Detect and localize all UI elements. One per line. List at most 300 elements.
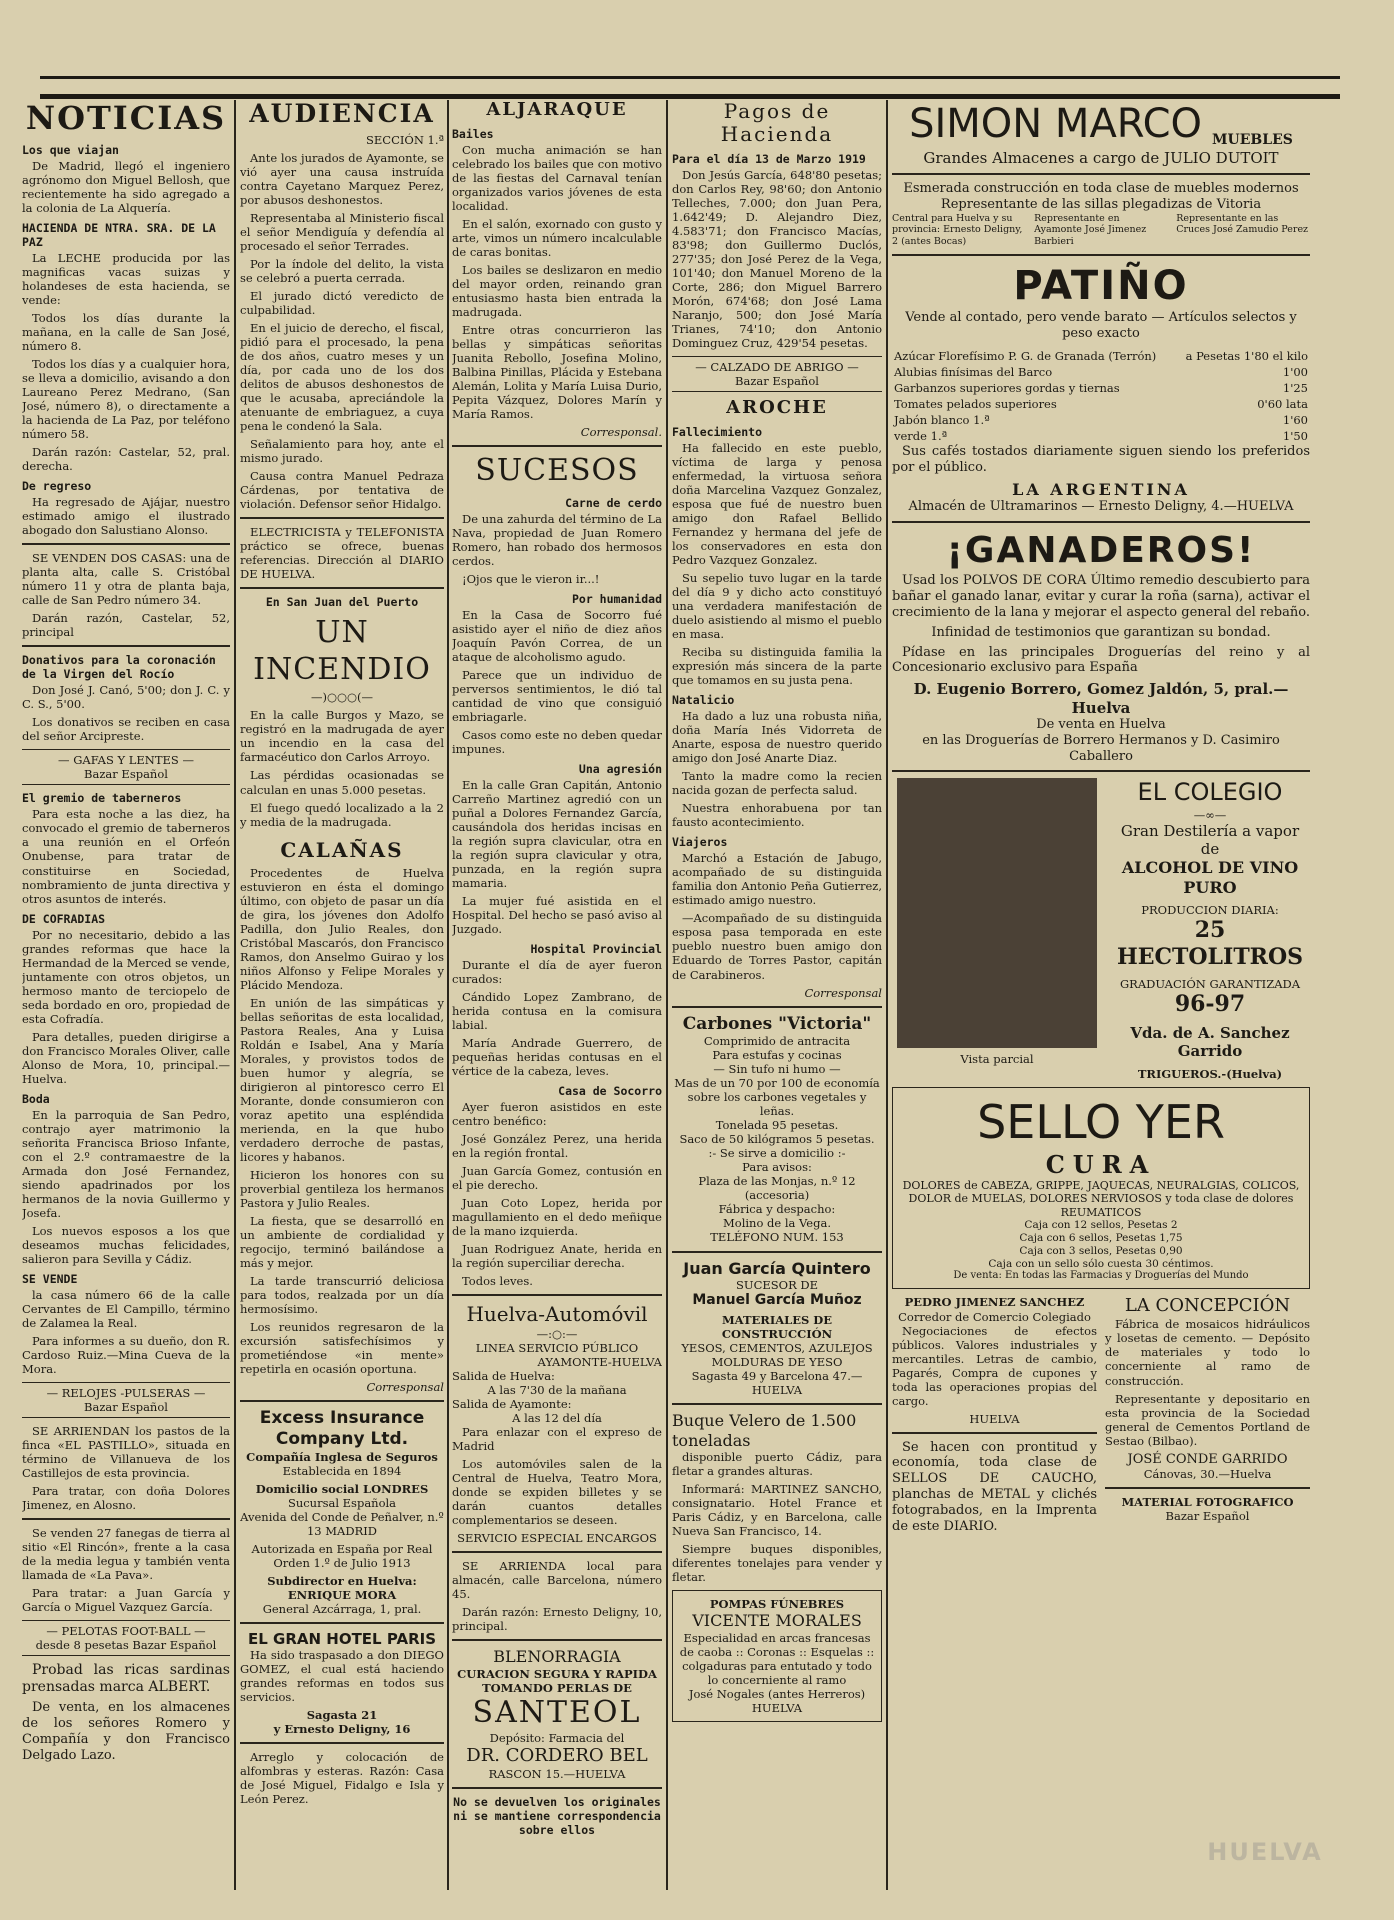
- ad-line: Informará: MARTINEZ SANCHO, consignatario. Hotel France et Paris Cádiz, y en Barcelona, calle Nueva San Francisco, 14.: [672, 1482, 882, 1539]
- column-audiencia: [240, 100, 444, 1810]
- paragraph: Procedentes de Huelva estuvieron en ésta el domingo último, con objeto de pasar un día de gira, los jóvenes don Adolfo Padilla, don Julio Reales, don Cristóbal Mascarós, don Francisco Ramos, don Anselmo Guirao y los niños Alfonso y Felipe Morales y Plácido Mendoza.: [240, 865, 444, 992]
- ad-excess: [240, 1408, 444, 1616]
- price-value: 1'60: [1282, 413, 1308, 428]
- ad-line: Usad los POLVOS DE CORA Último remedio descubierto para bañar el ganado lanar, evitar y curar la roña (sarna), activar el crecimiento de la lana y mejorar el aspecto general del rebaño.: [892, 573, 1310, 620]
- ad-line: Corredor de Comercio Colegiado: [898, 1309, 1091, 1324]
- paragraph: En la calle Burgos y Mazo, se registró en la madrugada de ayer un incendio en la casa del farmacéutico don Carlos Arroyo.: [240, 708, 444, 765]
- ad-line: disponible puerto Cádiz, para fletar a grandes alturas.: [672, 1450, 882, 1479]
- paragraph: Para informes a su dueño, don R. Cardoso Ruiz.—Mina Cueva de la Mora.: [22, 1333, 230, 1377]
- heading: HACIENDA DE NTRA. SRA. DE LA PAZ: [22, 220, 216, 249]
- ad-line: — RELOJES -PULSERAS —: [46, 1386, 206, 1401]
- paragraph: Entre otras concurrieron las bellas y simpáticas señoritas Juanita Rebollo, Josefina Molino, Balbina Pinillas, Plácida y Estebana Alemán, Lolita y María Luisa Durio, Pepita Vázquez, Dolores Marín y María Ramos.: [452, 322, 662, 421]
- ad-arrienda-contact: Darán razón: Ernesto Deligny, 10, principal.: [452, 1605, 662, 1634]
- divider: [240, 587, 444, 589]
- ad-title: SIMON MARCO: [909, 101, 1203, 147]
- ad-title: Buque Velero de 1.500 toneladas: [672, 1411, 857, 1450]
- top-rule: [40, 76, 1340, 79]
- divider: [892, 521, 1310, 523]
- ad-line: A las 7'30 de la mañana: [487, 1382, 627, 1397]
- ad-title: LA ARGENTINA: [1012, 479, 1190, 499]
- ad-line: Central para Huelva y su provincia: Ernesto Deligny, 2 (antes Bocas): [892, 212, 1023, 247]
- price-table: [892, 348, 1310, 444]
- price-row: [892, 364, 1310, 380]
- divider: [672, 1006, 882, 1008]
- ad-pedro: [892, 1295, 1097, 1538]
- ad-line: 96-97: [1174, 991, 1246, 1018]
- column-separator: [886, 100, 888, 1890]
- heading: De regreso: [22, 479, 92, 494]
- ad-line: Bazar Español: [1165, 1509, 1250, 1524]
- heading: Para el día 13 de Marzo 1919: [672, 152, 866, 166]
- paragraph: Juan García Gomez, contusión en el pie derecho.: [452, 1164, 662, 1193]
- ad-line: Almacén de Ultramarinos — Ernesto Deligny, 4.—HUELVA: [908, 499, 1294, 515]
- ad-line: YESOS, CEMENTOS, AZULEJOS: [681, 1341, 873, 1356]
- ad-line: Compañía Inglesa de Seguros: [246, 1449, 438, 1464]
- ad-simon-header: [892, 100, 1310, 149]
- ganaderos-title: ¡GANADEROS!: [946, 530, 1256, 572]
- divider: [892, 1432, 1097, 1434]
- paragraph: SE ARRIENDAN los pastos de la finca «EL PASTILLO», situada en término de Villanueva de los Castillejos de esta provincia.: [22, 1424, 230, 1481]
- photo-caption: Vista parcial: [960, 1052, 1034, 1067]
- heading: SE VENDE: [22, 1271, 78, 1286]
- incendio-title: UN INCENDIO: [253, 615, 431, 687]
- ad-title: Huelva-Automóvil: [466, 1302, 648, 1327]
- paragraph: Casos como este no deben quedar impunes.: [452, 727, 662, 756]
- ad-relojes: [22, 1382, 230, 1418]
- price-row: [892, 348, 1310, 364]
- calanas-title: CALAÑAS: [280, 837, 404, 862]
- ad-line: Representante en Ayamonte José Jimenez Barbieri: [1034, 212, 1147, 247]
- ad-title: Carbones "Victoria": [682, 1013, 872, 1034]
- paragraph: Causa contra Manuel Pedraza Cárdenas, por tentativa de violación. Defensor señor Hidalgo.: [240, 469, 444, 512]
- column-aljaraque: [452, 100, 662, 1841]
- paragraph: ¡Ojos que le vieron ir...!: [462, 571, 600, 586]
- divider: [22, 645, 230, 647]
- ad-line: HUELVA: [751, 1700, 803, 1715]
- ad-colegio: [892, 778, 1310, 1080]
- paragraph: Señalamiento para hoy, ante el mismo jurado.: [240, 437, 444, 466]
- ad-line: MATERIALES DE CONSTRUCCIÓN: [721, 1313, 833, 1342]
- ad-arreglo: Arreglo y colocación de alfombras y esteras. Razón: Casa de José Miguel, Fidalgo e Isla y León Perez.: [240, 1750, 444, 1807]
- ad-line: Ha sido traspasado a don DIEGO GOMEZ, el cual está haciendo grandes reformas en todos sus servicios.: [240, 1648, 444, 1705]
- heading: DE COFRADIAS: [22, 911, 106, 926]
- paragraph: En unión de las simpáticas y bellas señoritas de esta localidad, Pastora Reales, Ana y Luisa Roldán e Isabel, Ana y María Morales, y provistos todos de buen humor y alegría, se dirigieron al pintoresco cerro El Morante, donde consumieron con voraz apetito una espléndida merienda, en la que hubo verdadero derroche de pastas, licores y habanos.: [240, 995, 444, 1164]
- paragraph: En el salón, exornado con gusto y arte, vimos un número incalculable de caras bonitas.: [452, 216, 662, 259]
- ad-line: Subdirector en Huelva:: [267, 1573, 417, 1588]
- ad-line: GRADUACIÓN GARANTIZADA: [1119, 977, 1301, 992]
- paragraph: Los nuevos esposos a los que deseamos muchas felicidades, salieron para Sevilla y Cádiz.: [22, 1223, 230, 1266]
- ad-line: CURACION SEGURA Y RAPIDA: [457, 1666, 657, 1681]
- paragraph: Reciba su distinguida familia la expresión más sincera de la parte que tomamos en su justa pena.: [672, 645, 882, 688]
- ad-title: VICENTE MORALES: [692, 1611, 862, 1631]
- ad-line: TELÉFONO NUM. 153: [710, 1230, 844, 1245]
- ad-line: Saco de 50 kilógramos 5 pesetas.: [679, 1132, 875, 1147]
- ad-line: Pídase en las principales Droguerías del reino y al Concesionario exclusivo para España: [892, 644, 1310, 676]
- ad-pompas: [672, 1590, 882, 1722]
- paragraph: Para tratar: a Juan García y García o Miguel Vazquez García.: [22, 1586, 230, 1615]
- column-separator: [666, 100, 668, 1890]
- ad-line: DR. CORDERO BEL: [466, 1745, 648, 1767]
- paragraph: Los donativos se reciben en casa del señor Arcipreste.: [22, 715, 230, 744]
- ad-line: Representante de las sillas plegadizas de Vitoria: [940, 196, 1262, 212]
- ad-line: TOMANDO PERLAS DE: [482, 1680, 632, 1695]
- ad-line: TRIGUEROS.-(Huelva): [1137, 1066, 1283, 1081]
- ad-line: De venta: En todas las Farmacias y Droguerías del Mundo: [953, 1270, 1249, 1282]
- paragraph: En la Casa de Socorro fué asistido ayer el niño de diez años Joaquín Pavón Correa, de un ataque de alcoholismo agudo.: [452, 607, 662, 664]
- byline: Corresponsal: [366, 1380, 444, 1395]
- ad-line: Domicilio social LONDRES: [255, 1481, 429, 1496]
- ad-line: Para avisos:: [742, 1160, 812, 1175]
- price-row: [892, 428, 1310, 444]
- ad-title: SELLO YER: [977, 1094, 1225, 1149]
- divider: [240, 1622, 444, 1624]
- ad-line: Sus cafés tostados diariamente siguen siendo los preferidos por el público.: [892, 444, 1310, 476]
- ad-line: Autorizada en España por Real Orden 1.º de Julio 1913: [251, 1541, 433, 1570]
- ad-line: Sagasta 49 y Barcelona 47.—HUELVA: [691, 1369, 863, 1398]
- noticias-title: NOTICIAS: [25, 100, 227, 137]
- ad-electricista: ELECTRICISTA y TELEFONISTA práctico se ofrece, buenas referencias. Dirección al DIARIO DE HUELVA.: [240, 525, 444, 582]
- heading: El gremio de taberneros: [22, 791, 182, 806]
- paragraph: Darán razón: Castelar, 52, pral. derecha.: [22, 445, 230, 474]
- sucesos-title: SUCESOS: [475, 453, 639, 489]
- ad-line: :- Se sirve a domicilio :-: [708, 1146, 846, 1161]
- ad-line: Caja con 12 sellos, Pesetas 2: [1024, 1219, 1178, 1232]
- divider: [892, 254, 1310, 256]
- ad-line: Esmerada construcción en toda clase de muebles modernos: [903, 181, 1299, 197]
- divider: [672, 1251, 882, 1253]
- paragraph: Para detalles, pueden dirigirse a don Francisco Morales Oliver, calle Alonso de Mora, 10, principal.—Huelva.: [22, 1029, 230, 1086]
- ad-arrienda: SE ARRIENDA local para almacén, calle Barcelona, número 45.: [452, 1559, 662, 1602]
- ad-line: José Nogales (antes Herreros): [688, 1686, 866, 1701]
- ad-line: Bazar Español: [735, 374, 819, 389]
- ad-line: Representante en las Cruces José Zamudio Perez: [1176, 212, 1309, 236]
- ad-buque: [672, 1411, 882, 1584]
- ad-line: HUELVA: [969, 1411, 1020, 1426]
- heading: En San Juan del Puerto: [265, 595, 419, 610]
- heading: Viajeros: [672, 835, 728, 850]
- paragraph: El jurado dictó veredicto de culpabilidad.: [240, 288, 444, 317]
- ad-sello-yer: [892, 1087, 1310, 1290]
- price-item: Tomates pelados superiores: [894, 397, 1057, 412]
- price-item: Jabón blanco 1.ª: [894, 413, 990, 428]
- ad-carbones: [672, 1014, 882, 1245]
- paragraph: Ayer fueron asistidos en este centro benéfico:: [452, 1100, 662, 1129]
- ad-line: RASCON 15.—HUELVA: [488, 1767, 626, 1782]
- ornament: —)○○○(—: [310, 690, 374, 705]
- paragraph: Tanto la madre como la recien nacida gozan de perfecta salud.: [672, 769, 882, 798]
- paragraph: Todos leves.: [462, 1274, 533, 1289]
- ad-line: —:○:—: [536, 1326, 578, 1341]
- ad-line: Caja con 3 sellos, Pesetas 0,90: [1019, 1244, 1183, 1257]
- price-value: 1'00: [1282, 365, 1308, 380]
- price-value: 0'60 lata: [1257, 397, 1308, 412]
- heading: Bailes: [452, 126, 494, 141]
- top-rule-thick: [40, 94, 1340, 99]
- price-item: verde 1.ª: [894, 429, 948, 444]
- ad-line: SUCESOR DE: [736, 1278, 818, 1293]
- ad-line: Establecida en 1894: [282, 1463, 402, 1478]
- ad-line: Avenida del Conde de Peñalver, n.º 13 MADRID: [240, 1509, 444, 1538]
- paragraph: La fiesta, que se desarrolló en un ambiente de cordialidad y regocijo, terminó bailándose a más y mejor.: [240, 1213, 444, 1270]
- paragraph: Se venden 27 fanegas de tierra al sitio «El Rincón», frente a la casa de la media legua y también venta llamada de «La Pava».: [22, 1526, 230, 1583]
- paragraph: Los reunidos regresaron de la excursión satisfechísimos y prometiéndose «in mente» repetirla en ocasión oportuna.: [240, 1320, 444, 1377]
- ad-title: SANTEOL: [472, 1694, 642, 1730]
- paragraph: De venta, en los almacenes de los señores Romero y Compañía y don Francisco Delgado Lazo.: [22, 1700, 230, 1764]
- heading: Carne de cerdo: [565, 495, 662, 510]
- ad-line: y Ernesto Deligny, 16: [273, 1722, 411, 1737]
- paragraph: El fuego quedó localizado a la 2 y media de la madrugada.: [240, 800, 444, 829]
- divider: [452, 1551, 662, 1553]
- divider: [452, 1639, 662, 1641]
- heading: Casa de Socorro: [558, 1084, 662, 1099]
- paragraph: Juan Coto Lopez, herida por magullamiento en el dedo meñique de la mano izquierda.: [452, 1196, 662, 1239]
- paragraph: Representaba al Ministerio fiscal el señor Mendiguía y defendía al procesado el señor Terrades.: [240, 210, 444, 253]
- ad-line: desde 8 pesetas Bazar Español: [35, 1638, 217, 1653]
- ad-concepcion: [1105, 1295, 1310, 1538]
- ad-line: Sucursal Española: [287, 1495, 397, 1510]
- ad-casas-contact: Darán razón, Castelar, 52, principal: [22, 611, 230, 640]
- column-separator: [447, 100, 449, 1890]
- paragraph: Don Jesús García, 648'80 pesetas; don Carlos Rey, 98'60; don Antonio Telleches, 7.000; don Juan Pera, 1.642'49; D. Alejandro Diez, 4.583'71; don Francisco Macías, 83'98; don Guillermo Duclós, 277'35; don José Perez de la Vega, 101'40; don Manuel Moreno de la Corte, 286; don Miguel Barrero Morón, 674'68; don José Lama Naranjo, 500; don José María Trianes, 74'10; don Antonio Dominguez Cruz, 429'54 pesetas.: [672, 168, 882, 351]
- ad-line: — CALZADO DE ABRIGO —: [695, 360, 859, 375]
- ad-line: MATERIAL FOTOGRAFICO: [1121, 1495, 1294, 1510]
- paragraph: Para tratar, con doña Dolores Jimenez, en Alosno.: [22, 1484, 230, 1513]
- ad-line: LINEA SERVICIO PÚBLICO: [475, 1340, 639, 1355]
- ad-line: Vda. de A. Sanchez Garrido: [1130, 1023, 1290, 1061]
- paragraph: Ante los jurados de Ayamonte, se vió ayer una causa instruída contra Cayetano Marquez Perez, por abusos deshonestos.: [240, 150, 444, 207]
- ad-line: —∞—: [1193, 807, 1227, 822]
- ad-line: — Sin tufo ni humo —: [713, 1062, 841, 1077]
- paragraph: Ha regresado de Ajájar, nuestro estimado amigo el ilustrado abogado don Salustiano Alonso.: [22, 495, 230, 538]
- paragraph: En la calle Gran Capitán, Antonio Carreño Martinez agredió con un puñal a Dolores Fernandez García, causándola dos heridas incisas en la región supra clavicular, otra en la región supra clavicular y otra, punzada, en la región supra mamaria.: [452, 777, 662, 890]
- ad-line: MOLDURAS DE YESO: [711, 1355, 843, 1370]
- paragraph: José González Perez, una herida en la región frontal.: [452, 1132, 662, 1161]
- paragraph: De una zahurda del término de La Nava, propiedad de Juan Romero Romero, han robado dos hermosos cerdos.: [452, 511, 662, 568]
- column-ads: [892, 100, 1310, 1539]
- aljaraque-title: ALJARAQUE: [486, 100, 628, 120]
- price-value: 1'50: [1282, 429, 1308, 444]
- paragraph: Con mucha animación se han celebrado los bailes que con motivo de las fiestas del Carnaval tenían organizados varios jóvenes de esta localidad.: [452, 142, 662, 213]
- ad-line: D. Eugenio Borrero, Gomez Jaldón, 5, pral.—Huelva: [913, 680, 1289, 717]
- ad-line: POMPAS FÚNEBRES: [709, 1597, 845, 1612]
- ad-line: — GAFAS Y LENTES —: [58, 753, 194, 768]
- paragraph: Probad las ricas sardinas prensadas marca ALBERT.: [22, 1662, 230, 1696]
- paragraph: La LECHE producida por las magnificas vacas suizas y holandeses de esta hacienda, se vende:: [22, 250, 230, 307]
- ad-blenorragia: [452, 1647, 662, 1781]
- divider: [892, 770, 1310, 772]
- patino-title: PATIÑO: [1013, 262, 1189, 309]
- aroche-title: AROCHE: [726, 397, 828, 419]
- divider: [22, 543, 230, 545]
- heading: Los que viajan: [22, 142, 119, 157]
- heading: Natalicio: [672, 693, 735, 708]
- paragraph: Ha dado a luz una robusta niña, doña María Inés Vidorreta de Anarte, esposa de nuestro querido amigo don José Anarte Diaz.: [672, 709, 882, 766]
- ad-line: MUEBLES: [1212, 131, 1293, 148]
- heading: Donativos para la coronación de la Virgen del Rocío: [22, 653, 216, 682]
- ad-line: Bazar Español: [84, 1400, 168, 1415]
- ad-line: SERVICIO ESPECIAL ENCARGOS: [457, 1531, 657, 1546]
- ad-gafas: [22, 749, 230, 785]
- ad-line: ENRIQUE MORA: [287, 1587, 397, 1602]
- price-item: Alubias finísimas del Barco: [894, 365, 1053, 380]
- ad-line: Fábrica y despacho:: [718, 1202, 836, 1217]
- paragraph: Su sepelio tuvo lugar en la tarde del día 9 y dicho acto constituyó una verdadera manifestación de duelo asistiendo al mismo el pueblo en masa.: [672, 571, 882, 642]
- divider: [452, 445, 662, 447]
- ad-bottom-row: [892, 1295, 1310, 1538]
- divider: [22, 1518, 230, 1520]
- ad-line: DOLORES de CABEZA, GRIPPE, JAQUECAS, NEURALGIAS, COLICOS, DOLOR de MUELAS, DOLORES NERVIOSOS y toda clase de dolores REUMATICOS: [902, 1178, 1300, 1219]
- price-row: [892, 396, 1310, 412]
- paragraph: —Acompañado de su distinguida esposa pasa temporada en este pueblo nuestro buen amigo don Eduardo de Torres Pastor, capitán de Carabineros.: [672, 911, 882, 982]
- ad-calzado: [672, 356, 882, 392]
- divider: [672, 1403, 882, 1405]
- ad-line: AYAMONTE-HUELVA: [537, 1354, 662, 1369]
- divider: [240, 1400, 444, 1402]
- paragraph: Nuestra enhorabuena por tan fausto acontecimiento.: [672, 801, 882, 830]
- pagos-title: Pagos de Hacienda: [720, 100, 834, 146]
- paragraph: Durante el día de ayer fueron curados:: [452, 958, 662, 987]
- paragraph: Todos los días y a cualquier hora, se lleva a domicilio, avisando a don Laureano Perez Medrano, (San José, número 8), o directamente a la hacienda de La Paz, por teléfono número 58.: [22, 357, 230, 442]
- ad-hotel: [240, 1630, 444, 1736]
- divider: [1105, 1487, 1310, 1489]
- ad-line: Sagasta 21: [306, 1708, 378, 1723]
- ad-line: Depósito: Farmacia del: [489, 1731, 625, 1746]
- ad-line: Representante y depositario en esta provincia de la Sociedad general de Cementos Portland de Sestao (Bilbao).: [1105, 1391, 1310, 1448]
- ad-casas: SE VENDEN DOS CASAS: una de planta alta, calle S. Cristóbal número 11 y otra de planta baja, calle de San Pedro número 34.: [22, 551, 230, 608]
- ad-automovil: [452, 1302, 662, 1545]
- price-item: Azúcar Florefísimo P. G. de Granada (Terrón): [894, 349, 1157, 364]
- ad-quintero: [672, 1259, 882, 1398]
- ad-line: Molino de la Vega.: [723, 1216, 831, 1231]
- paragraph: la casa número 66 de la calle Cervantes de El Campillo, término de Zalamea la Real.: [22, 1287, 230, 1330]
- price-value: 1'25: [1282, 381, 1308, 396]
- heading: Boda: [22, 1091, 50, 1106]
- ad-line: Cánovas, 30.—Huelva: [1143, 1467, 1272, 1482]
- audiencia-title: AUDIENCIA: [249, 100, 435, 128]
- price-value: a Pesetas 1'80 el kilo: [1185, 349, 1308, 364]
- ad-line: Mas de un 70 por 100 de economía sobre los carbones vegetales y leñas.: [674, 1076, 880, 1119]
- paragraph: María Andrade Guerrero, de pequeñas heridas contusas en el vértice de la cabeza, leves.: [452, 1036, 662, 1079]
- heading: Hospital Provincial: [530, 942, 662, 957]
- section-label: SECCIÓN 1.ª: [366, 132, 444, 147]
- ad-line: Grandes Almacenes a cargo de JULIO DUTOIT: [923, 148, 1279, 167]
- ad-line: Fábrica de mosaicos hidráulicos y losetas de cemento. — Depósito de materiales y todo lo concerniente al ramo de construcción.: [1105, 1317, 1310, 1388]
- ad-line: Gran Destilería a vapor de: [1120, 821, 1300, 859]
- paragraph: Hicieron los honores con su proverbial gentileza los hermanos Pastora y Julio Reales.: [240, 1167, 444, 1210]
- heading: Una agresión: [578, 761, 662, 776]
- byline: Corresponsal: [804, 985, 882, 1000]
- ad-line: PRODUCCION DIARIA:: [1141, 903, 1279, 918]
- ad-line: Manuel García Muñoz: [692, 1292, 862, 1309]
- paragraph: La mujer fué asistida en el Hospital. Del hecho se pasó aviso al Juzgado.: [452, 894, 662, 937]
- ad-line: General Azcárraga, 1, pral.: [262, 1601, 422, 1616]
- ad-line: BLENORRAGIA: [493, 1647, 621, 1667]
- ad-title: EL GRAN HOTEL PARIS: [248, 1629, 436, 1648]
- ad-colegio-text: [1110, 778, 1310, 1080]
- ad-line: ALCOHOL DE VINO PURO: [1121, 858, 1299, 897]
- paragraph: Por la índole del delito, la vista se celebró a puerta cerrada.: [240, 256, 444, 285]
- column-pagos: [672, 100, 882, 1722]
- heading: Fallecimiento: [672, 424, 763, 439]
- ad-line: Salida de Ayamonte:: [452, 1396, 572, 1411]
- price-item: Garbanzos superiores gordas y tiernas: [894, 381, 1120, 396]
- ad-line: Bazar Español: [84, 767, 168, 782]
- archive-watermark: HUELVA: [1207, 1838, 1323, 1866]
- ad-line: Infinidad de testimonios que garantizan su bondad.: [931, 624, 1271, 640]
- ad-line: Para estufas y cocinas: [712, 1048, 842, 1063]
- ad-line: Caja con 6 sellos, Pesetas 1,75: [1019, 1231, 1183, 1244]
- ad-line: Especialidad en arcas francesas de caoba :: Coronas :: Esquelas :: colgaduras para entutado y todo lo concerniente al ramo: [679, 1630, 875, 1687]
- ad-title: EL COLEGIO: [1137, 778, 1283, 807]
- ad-line: Comprimido de antracita: [703, 1034, 851, 1049]
- ad-line: en las Droguerías de Borrero Hermanos y D. Casimiro Caballero: [922, 732, 1280, 764]
- ad-line: De venta en Huelva: [1036, 716, 1166, 732]
- paragraph: Parece que un individuo de perversos sentimientos, le dió tal cantidad de vino que consiguió embriagarle.: [452, 667, 662, 724]
- price-row: [892, 412, 1310, 428]
- divider: [240, 517, 444, 519]
- ad-line: Vende al contado, pero vende barato — Artículos selectos y peso exacto: [905, 310, 1297, 342]
- divider: [240, 1742, 444, 1744]
- paragraph: Marchó a Estación de Jabugo, acompañado de su distinguida familia don Antonio Peña Gutierrez, estimado amigo nuestro.: [672, 851, 882, 908]
- paragraph: Cándido Lopez Zambrano, de herida contusa en la comisura labial.: [452, 990, 662, 1033]
- paragraph: Ha fallecido en este pueblo, víctima de larga y penosa enfermedad, la virtuosa señora doña Marcelina Vazquez Gonzalez, esposa que fué de nuestro buen amigo don Rafael Bellido Fernandez y hermana del jefe de los conservadores en esta don Pedro Vazquez Gonzalez.: [672, 440, 882, 568]
- ad-title: Juan García Quintero: [683, 1258, 871, 1278]
- heading: Por humanidad: [571, 591, 662, 606]
- ad-title: PEDRO JIMENEZ SANCHEZ: [904, 1295, 1085, 1310]
- paragraph: Don José J. Canó, 5'00; don J. C. y C. S., 5'00.: [22, 683, 230, 712]
- ad-line: Siempre buques disponibles, diferentes tonelajes para vender y fletar.: [672, 1542, 882, 1585]
- ad-title: LA CONCEPCIÓN: [1124, 1295, 1291, 1317]
- byline: Corresponsal.: [580, 425, 662, 439]
- factory-photo: [897, 778, 1097, 1048]
- ad-title: Excess Insurance Company Ltd.: [259, 1408, 425, 1449]
- ad-line: Caja con un sello sólo cuesta 30 céntimos.: [988, 1257, 1214, 1270]
- paragraph: De Madrid, llegó el ingeniero agrónomo don Miguel Bellosh, que recientemente ha sido agregado a la colonia de La Alquería.: [22, 158, 230, 215]
- ad-line: — PELOTAS FOOT-BALL —: [46, 1624, 206, 1639]
- ad-line: Salida de Huelva:: [452, 1368, 555, 1383]
- paragraph: En el juicio de derecho, el fiscal, pidió para el procesado, la pena de dos años, cuatro meses y un día, por cada uno de los dos delitos de abusos deshonestos de que le acusaba, apreciándole la atenuante de embriaguez, a cuya pena le condenó la Sala.: [240, 320, 444, 434]
- ad-line: JOSÉ CONDE GARRIDO: [1127, 1451, 1288, 1467]
- price-row: [892, 380, 1310, 396]
- paragraph: La tarde transcurrió deliciosa para todos, realzada por un día hermosísimo.: [240, 1273, 444, 1317]
- paragraph: Por no necesitario, debido a las grandes reformas que hace la Hermandad de la Merced se vende, juntamente con otros objetos, un hermoso manto de terciopelo de seda bordado en oro, propiedad de esta Cofradía.: [22, 927, 230, 1026]
- ad-colegio-photo: [892, 778, 1102, 1080]
- paragraph: Las pérdidas ocasionadas se calculan en unas 5.000 pesetas.: [240, 768, 444, 797]
- ad-line: Los automóviles salen de la Central de Huelva, Teatro Mora, donde se expiden billetes y se darán cuantos detalles complementarios se deseen.: [452, 1456, 662, 1527]
- paragraph: Juan Rodriguez Anate, herida en la región superciliar derecha.: [452, 1242, 662, 1271]
- paragraph: Para esta noche a las diez, ha convocado el gremio de taberneros a una reunión en el Orfeón Onubense, para tratar de constituirse en Sociedad, nombramiento de junta directiva y otros asuntos de interés.: [22, 807, 230, 906]
- column-noticias: [22, 100, 230, 1768]
- paragraph: Todos los días durante la mañana, en la calle de San José, número 8.: [22, 310, 230, 353]
- ad-line: A las 12 del día: [512, 1410, 602, 1425]
- ad-line: Negociaciones de efectos públicos. Valores industriales y mercantiles. Letras de cambio, Pagarés, Compra de cupones y toda las operaciones propias del cargo.: [892, 1323, 1097, 1408]
- ad-line: 25 HECTOLITROS: [1116, 917, 1304, 971]
- ad-pelotas: [22, 1620, 230, 1656]
- ad-line: Para enlazar con el expreso de Madrid: [452, 1424, 662, 1453]
- divider: [452, 1294, 662, 1296]
- paragraph: En la parroquia de San Pedro, contrajo ayer matrimonio la señorita Francisca Brioso Infante, con el 2.º contramaestre de la Armada don José Fernandez, siendo apadrinados por los hermanos de la novia Guillermo y Josefa.: [22, 1107, 230, 1220]
- column-separator: [234, 100, 236, 1890]
- paragraph: Los bailes se deslizaron en medio del mayor orden, reinando gran entusiasmo hasta bien entrada la madrugada.: [452, 262, 662, 319]
- ad-hacen: Se hacen con prontitud y economía, toda clase de SELLOS DE CAUCHO, planchas de METAL y clichés fotograbados, en la Imprenta de este DIARIO.: [892, 1439, 1097, 1534]
- divider: [892, 173, 1310, 175]
- ad-line: Plaza de las Monjas, n.º 12 (accesoria): [698, 1174, 856, 1203]
- ad-line: Tonelada 95 pesetas.: [715, 1118, 839, 1133]
- notice: No se devuelven los originales ni se mantiene correspondencia sobre ellos: [453, 1795, 661, 1838]
- divider: [452, 1787, 662, 1789]
- ad-simon-reps: [892, 213, 1310, 248]
- ad-line: CURA: [1045, 1149, 1157, 1179]
